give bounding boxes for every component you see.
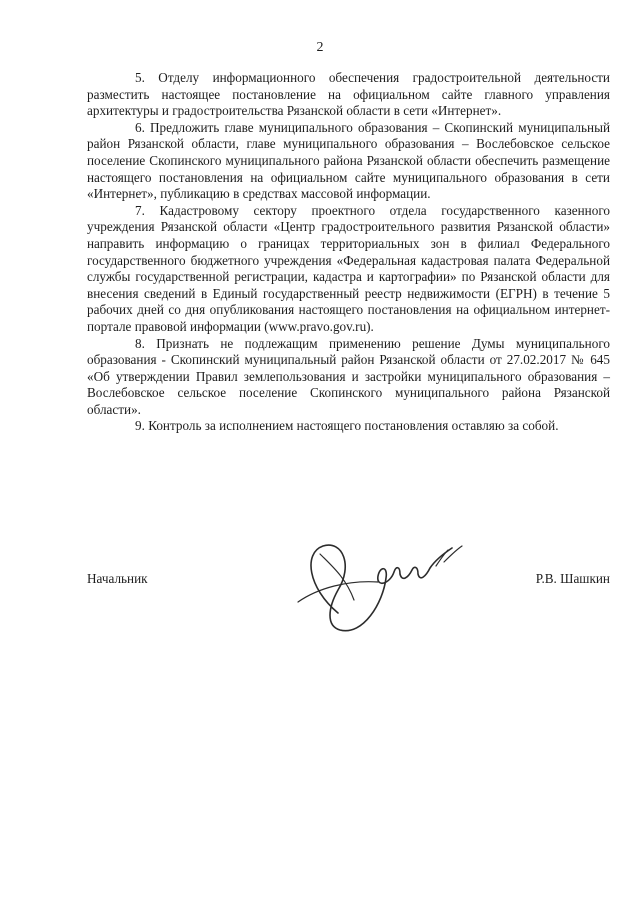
document-body xyxy=(87,70,610,435)
paragraph-6: 6. Предложить главе муниципального образования – Скопинский муниципальный район Рязанской области, главе муниципального образования – Вослебовское сельское поселение Скопинского муниципального района Рязанской области обеспечить размещение настоящего постановления на официальном сайте муниципального образования в сети «Интернет», публикацию в средствах массовой информации. xyxy=(87,119,610,202)
signatory-name: Р.В. Шашкин xyxy=(535,571,610,586)
signature-block xyxy=(87,571,610,589)
signatory-position: Начальник xyxy=(87,571,148,586)
paragraph-9: 9. Контроль за исполнением настоящего постановления оставляю за собой. xyxy=(135,418,559,434)
page-number: 2 xyxy=(316,40,324,55)
paragraph-5: 5. Отделу информационного обеспечения градостроительной деятельности разместить настоящее постановление на официальном сайте главного управления архитектуры и градостроительства Рязанской области в сети «Интернет». xyxy=(87,70,610,119)
paragraph-8: 8. Признать не подлежащим применению решение Думы муниципального образования - Скопинский муниципальный район Рязанской области от 27.02.2017 № 645 «Об утверждении Правил землепользования и застройки муниципального образования – Вослебовское сельское поселение Скопинского муниципального района Рязанской области». xyxy=(87,335,610,417)
paragraph-7: 7. Кадастровому сектору проектного отдела государственного казенного учреждения Рязанской области «Центр градостроительного развития Рязанской области» направить информацию о границах территориальных зон в филиал Федерального государственного бюджетного учреждения «Федеральная кадастровая палата Федеральной службы государственной регистрации, кадастра и картографии» по Рязанской области для внесения сведений в Единый государственный реестр недвижимости (ЕГРН) в течение 5 рабочих дней со дня опубликования настоящего постановления на официальном интернет-портале правовой информации (www.pravo.gov.ru). xyxy=(87,202,610,334)
